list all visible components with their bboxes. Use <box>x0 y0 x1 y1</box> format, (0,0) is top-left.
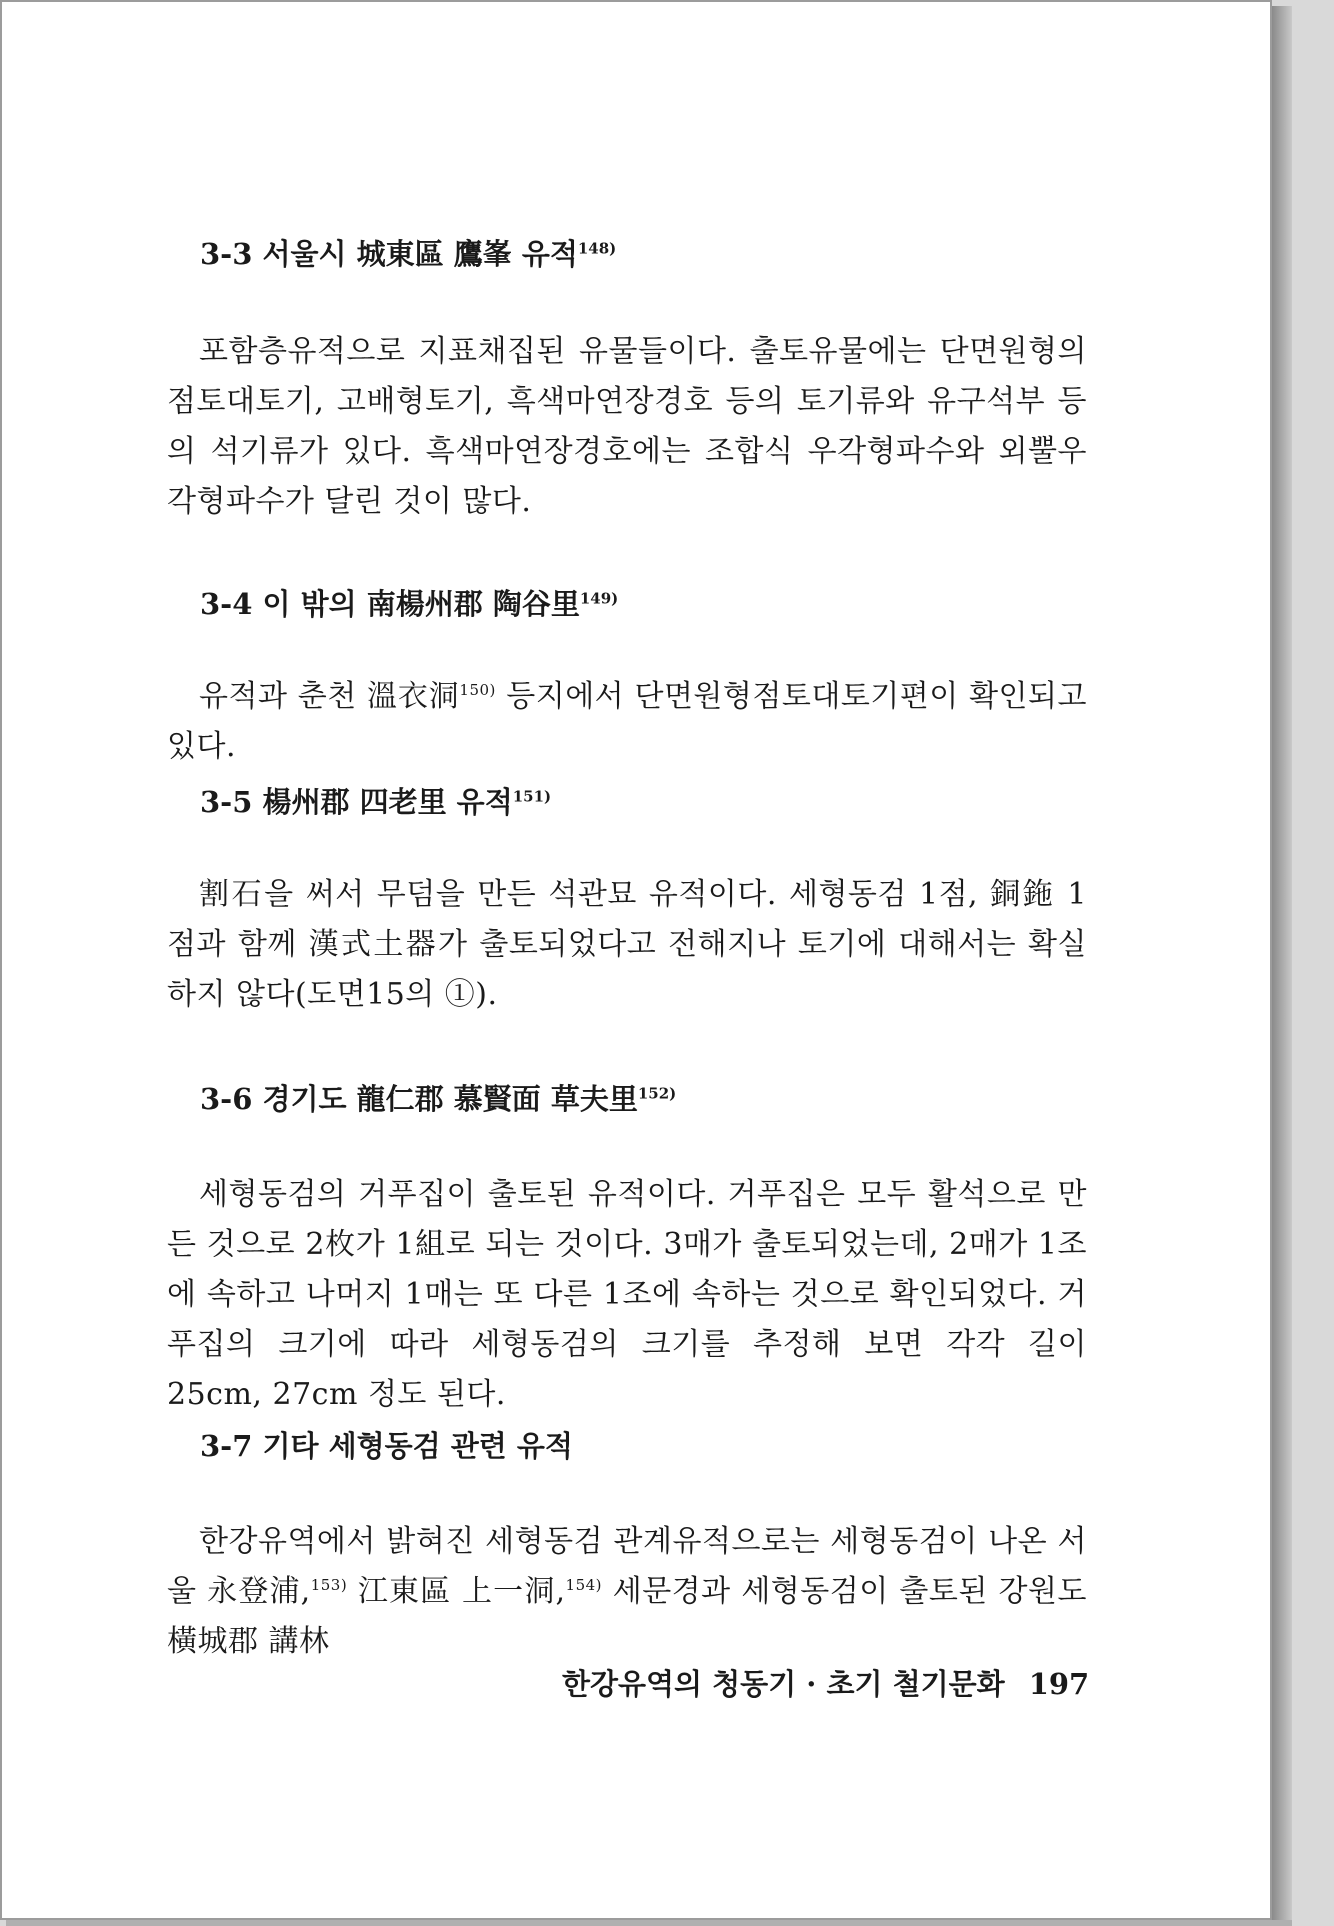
paragraph-3-6: 세형동검의 거푸집이 출토된 유적이다. 거푸집은 모두 활석으로 만든 것으로 2枚가 1組로 되는 것이다. 3매가 출토되었는데, 2매가 1조에 속하고 나머지 1매는 또 다른 1조에 속하는 것으로 확인되었다. 거푸집의 크기에 따라 세형동검의 크기를 추정해 보면 각각 길이 25cm, 27cm 정도 된다. <box>167 1177 1087 1412</box>
paragraph-3-3: 포함층유적으로 지표채집된 유물들이다. 출토유물에는 단면원형의 점토대토기, 고배형토기, 흑색마연장경호 등의 토기류와 유구석부 등의 석기류가 있다. 흑색마연장경호에는 조합식 우각형파수와 외뿔우각형파수가 달린 것이 많다. <box>167 334 1087 519</box>
section-heading-3-4: 3-4 이 밖의 南楊州郡 陶谷里$^{149)}$ <box>200 587 619 621</box>
paragraph-3-5: 割石을 써서 무덤을 만든 석관묘 유적이다. 세형동검 1점, 銅鉇 1점과 함께 漢式土器가 출토되었다고 전해지나 토기에 대해서는 확실하지 않다(도면15의 ①). <box>167 877 1087 1012</box>
paragraph-3-7: 한강유역에서 밝혀진 세형동검 관계유적으로는 세형동검이 나온 서울 永登浦,$^{153)}$ 江東區 上一洞,$^{154)}$ 세문경과 세형동검이 출토된 강원도 橫城郡 講林 <box>167 1524 1087 1659</box>
section-heading-3-6: 3-6 경기도 龍仁郡 慕賢面 草夫里$^{152)}$ <box>200 1082 677 1116</box>
page-bottom-shadow <box>6 1920 1292 1926</box>
page-edge-shadow <box>1272 6 1292 1920</box>
page-number: 197 <box>1028 1667 1090 1701</box>
section-heading-3-5: 3-5 楊州郡 四老里 유적$^{151)}$ <box>200 785 552 819</box>
section-heading-3-3: 3-3 서울시 城東區 鷹峯 유적$^{148)}$ <box>200 237 617 271</box>
running-footer <box>562 1662 1089 1703</box>
paragraph-3-4: 유적과 춘천 溫衣洞$^{150)}$ 등지에서 단면원형점토대토기편이 확인되고 있다. <box>167 679 1087 764</box>
footer-title: 한강유역의 청동기 · 초기 철기문화 <box>562 1667 1005 1701</box>
section-heading-3-7: 3-7 기타 세형동검 관련 유적 <box>200 1429 573 1463</box>
